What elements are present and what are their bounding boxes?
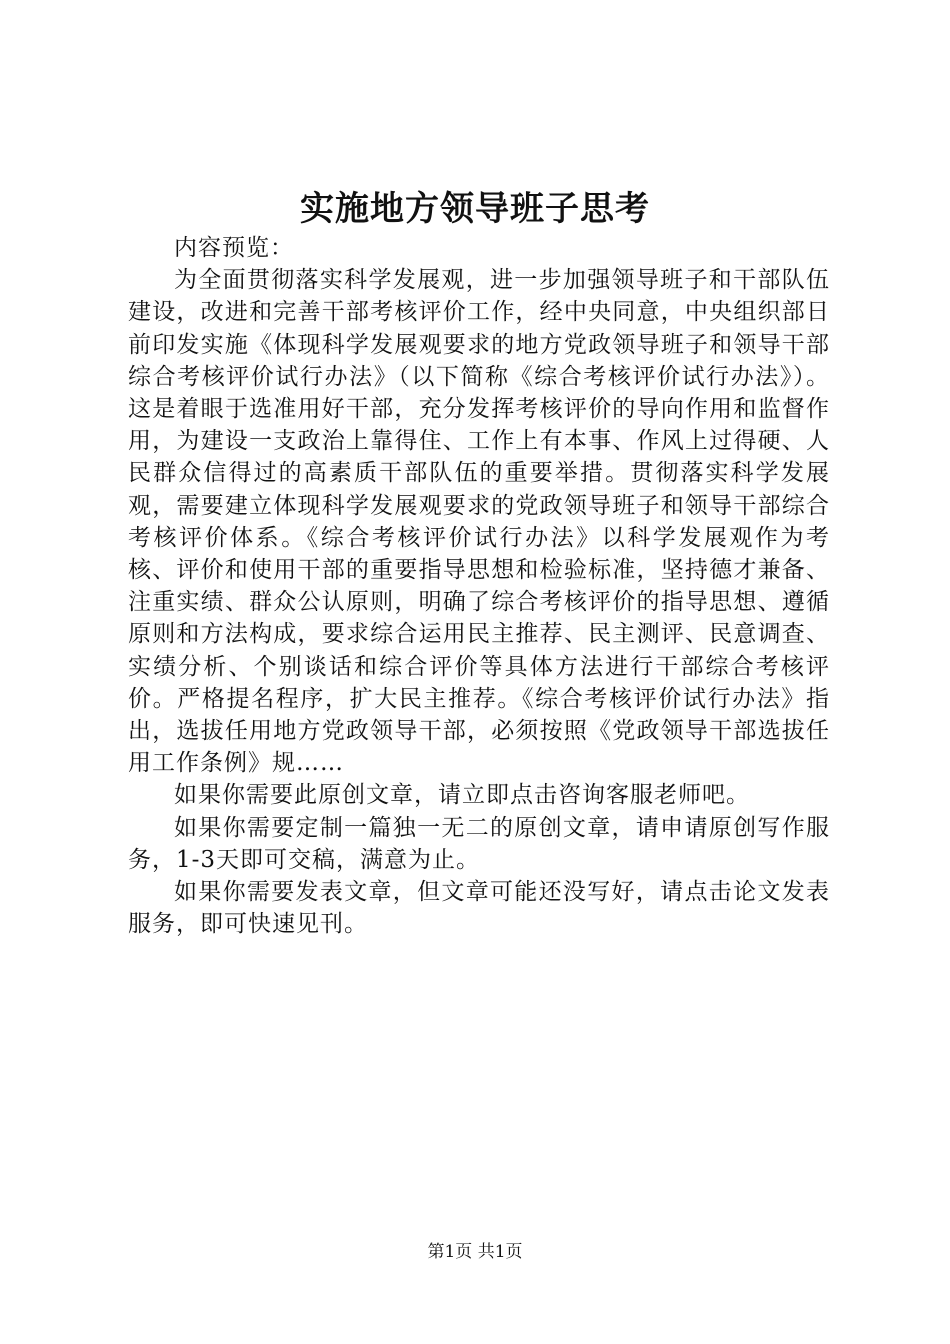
paragraph-publishing: 如果你需要发表文章，但文章可能还没写好，请点击论文发表服务，即可快速见刊。 bbox=[128, 879, 830, 938]
document-body bbox=[128, 232, 830, 940]
paragraph-consult: 如果你需要此原创文章，请立即点击咨询客服老师吧。 bbox=[174, 782, 750, 809]
paragraph-custom-writing: 如果你需要定制一篇独一无二的原创文章，请申请原创写作服务，1-3天即可交稿，满意为止。 bbox=[128, 814, 830, 873]
preview-label: 内容预览： bbox=[174, 235, 294, 261]
page-title: 实施地方领导班子思考 bbox=[300, 189, 650, 229]
paragraph-summary: 为全面贯彻落实科学发展观，进一步加强领导班子和干部队伍建设，改进和完善干部考核评价工作，经中央同意，中央组织部日前印发实施《体现科学发展观要求的地方党政领导班子和领导干部综合考核评价试行办法》（以下简称《综合考核评价试行办法》）。这是着眼于选准用好干部，充分发挥考核评价的导向作用和监督作用，为建设一支政治上靠得住、工作上有本事、作风上过得硬、人民群众信得过的高素质干部队伍的重要举措。贯彻落实科学发展观，需要建立体现科学发展观要求的党政领导班子和领导干部综合考核评价体系。《综合考核评价试行办法》以科学发展观作为考核、评价和使用干部的重要指导思想和检验标准，坚持德才兼备、注重实绩、群众公认原则，明确了综合考核评价的指导思想、遵循原则和方法构成，要求综合运用民主推荐、民主测评、民意调查、实绩分析、个别谈话和综合评价等具体方法进行干部综合考核评价。严格提名程序，扩大民主推荐。《综合考核评价试行办法》指出，选拔任用地方党政领导干部，必须按照《党政领导干部选拔任用工作条例》规…… bbox=[128, 267, 830, 777]
page-footer: 第1页 共1页 bbox=[427, 1242, 523, 1262]
